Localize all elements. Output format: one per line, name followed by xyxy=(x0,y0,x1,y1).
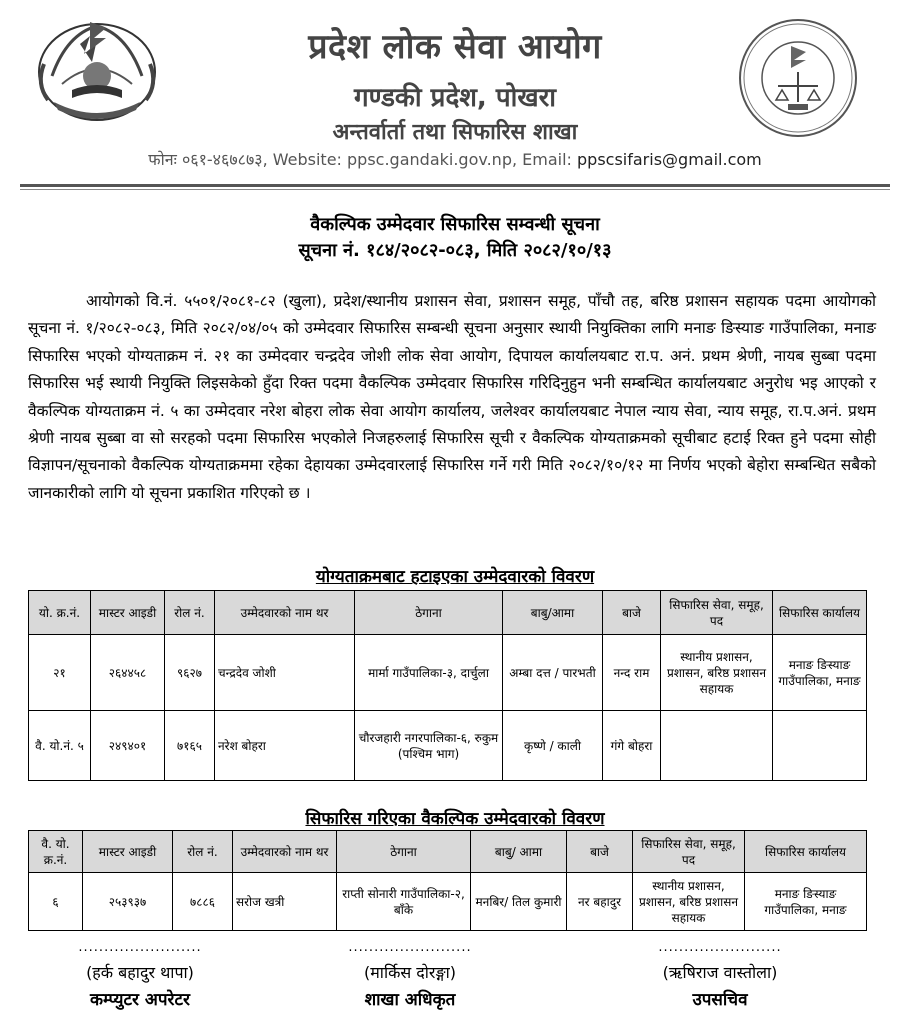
table-cell: कृष्णे / काली xyxy=(503,711,603,781)
signature-block xyxy=(290,940,530,1010)
table-cell: अम्बा दत्त / पारभती xyxy=(503,635,603,711)
column-header: बाजे xyxy=(603,591,661,635)
table-cell: सरोज खत्री xyxy=(233,873,337,931)
column-header: सिफारिस सेवा, समूह, पद xyxy=(633,831,745,873)
signatory-name: (हर्क बहादुर थापा) xyxy=(86,963,194,982)
notice-number: सूचना नं. १८४/२०८२-०८३, मिति २०८२/१०/१३ xyxy=(298,240,612,261)
table-cell xyxy=(661,711,773,781)
signature-line: ........................ xyxy=(78,940,202,955)
table-row xyxy=(29,635,867,711)
table-row xyxy=(29,873,867,931)
table-cell: चौरजहारी नगरपालिका-६, रुकुम (पश्चिम भाग) xyxy=(355,711,503,781)
letterhead xyxy=(0,0,910,178)
org-title: प्रदेश लोक सेवा आयोग xyxy=(308,27,602,67)
table-cell: राप्ती सोनारी गाउँपालिका-२, बाँके xyxy=(337,873,471,931)
column-header: सिफारिस कार्यालय xyxy=(773,591,867,635)
table-cell: २५३९३७ xyxy=(83,873,173,931)
branch-name: अन्तर्वार्ता तथा सिफारिस शाखा xyxy=(332,120,578,145)
table-cell: वै. यो.नं. ५ xyxy=(29,711,91,781)
signature-line: ........................ xyxy=(658,940,782,955)
table-row xyxy=(29,711,867,781)
column-header: सिफारिस कार्यालय xyxy=(745,831,867,873)
column-header: रोल नं. xyxy=(165,591,215,635)
column-header: बाबु/ आमा xyxy=(471,831,567,873)
table-cell: स्थानीय प्रशासन, प्रशासन, बरिष्ठ प्रशासन सहायक xyxy=(661,635,773,711)
table-cell: गंगे बोहरा xyxy=(603,711,661,781)
header-rule xyxy=(20,184,890,187)
column-header: मास्टर आइडी xyxy=(91,591,165,635)
table-cell: चन्द्रदेव जोशी xyxy=(215,635,355,711)
signatory-name: (मार्किस दोरङ्गा) xyxy=(364,963,456,982)
signatory-designation: उपसचिव xyxy=(692,990,748,1010)
notice-body: आयोगको वि.नं. ५५०१/२०८१-८२ (खुला), प्रदेश/स्थानीय प्रशासन सेवा, प्रशासन समूह, पाँचौ तह, बरिष्ठ प्रशासन सहायक पदमा आयोगको सूचना नं. १/२०८२-०८३, मिति २०८२/०४/०५ को उम्मेदवार सिफारिस सम्बन्धी सूचना अनुसार स्थायी नियुक्तिका लागि मनाङ ङिस्याङ गाउँपालिका, मनाङ सिफारिस भएको योग्यताक्रम नं. २१ का उम्मेदवार चन्द्रदेव जोशी लोक सेवा आयोग, दिपायल कार्यालयबाट रा.प. अनं. प्रथम श्रेणी, नायब सुब्बा पदमा सिफारिस भई स्थायी नियुक्ति लिइसकेको हुँदा रिक्त पदमा वैकल्पिक उम्मेदवार सिफारिस गरिदिनुहुन भनी सम्बन्धित कार्यालयबाट अनुरोध भइ आएको र वैकल्पिक योग्यताक्रम नं. ५ का उम्मेदवार नरेश बोहरा लोक सेवा आयोग कार्यालय, जलेश्वर कार्यालयबाट नेपाल न्याय सेवा, न्याय समूह, रा.प.अनं. प्रथम श्रेणी नायब सुब्बा वा सो सरहको पदमा सिफारिस भएकोले निजहरुलाई सिफारिस सूची र वैकल्पिक योग्यताक्रमको सूचीबाट हटाई रिक्त हुने पदमा सोही विज्ञापन/सूचनाको वैकल्पिक योग्यताक्रममा रहेका देहायका उम्मेदवारलाई सिफारिस गर्ने गरी मिति २०८२/१०/१२ मा निर्णय भएको बेहोरा सम्बन्धित सबैको जानकारीको लागि यो सूचना प्रकाशित गरिएको छ । xyxy=(28,292,876,502)
table-cell: ७१६५ xyxy=(165,711,215,781)
signatory-designation: शाखा अधिकृत xyxy=(364,990,456,1010)
contact-line xyxy=(0,148,910,170)
column-header: ठेगाना xyxy=(337,831,471,873)
table-header-row xyxy=(29,591,867,635)
column-header: उम्मेदवारको नाम थर xyxy=(233,831,337,873)
removed-candidates-table xyxy=(28,590,867,781)
table-cell: ७८८६ xyxy=(173,873,233,931)
email-link[interactable]: ppscsifaris@gmail.com xyxy=(577,150,762,169)
table-cell: नर बहादुर xyxy=(567,873,633,931)
header-rule-thin xyxy=(20,189,890,190)
commission-seal-icon xyxy=(736,16,860,140)
table-cell: नरेश बोहरा xyxy=(215,711,355,781)
notice-title: वैकल्पिक उम्मेदवार सिफारिस सम्वन्धी सूचना xyxy=(310,214,600,235)
table-cell: ९६२७ xyxy=(165,635,215,711)
signature-block xyxy=(600,940,840,1010)
column-header: उम्मेदवारको नाम थर xyxy=(215,591,355,635)
column-header: बाबु/आमा xyxy=(503,591,603,635)
org-subtitle: गण्डकी प्रदेश, पोखरा xyxy=(354,83,556,113)
table-cell: मनाङ ङिस्याङ गाउँपालिका, मनाङ xyxy=(773,635,867,711)
column-header: मास्टर आइडी xyxy=(83,831,173,873)
signature-line: ........................ xyxy=(348,940,472,955)
column-header: बाजे xyxy=(567,831,633,873)
column-header: ठेगाना xyxy=(355,591,503,635)
table-header-row xyxy=(29,831,867,873)
table-cell: नन्द राम xyxy=(603,635,661,711)
signature-block xyxy=(20,940,260,1010)
table-cell xyxy=(773,711,867,781)
table-cell: स्थानीय प्रशासन, प्रशासन, बरिष्ठ प्रशासन सहायक xyxy=(633,873,745,931)
table-cell: २६४४५८ xyxy=(91,635,165,711)
table-cell: मनाङ ङिस्याङ गाउँपालिका, मनाङ xyxy=(745,873,867,931)
column-header: सिफारिस सेवा, समूह, पद xyxy=(661,591,773,635)
table-cell: मनबिर/ तिल कुमारी xyxy=(471,873,567,931)
table-cell: २४९४०१ xyxy=(91,711,165,781)
table-cell: ६ xyxy=(29,873,83,931)
contact-details: फोनः ०६१-४६७८७३, Website: ppsc.gandaki.gov.np, Email: xyxy=(148,150,578,169)
signatory-name: (ऋषिराज वास्तोला) xyxy=(662,963,778,982)
recommended-candidates-table xyxy=(28,830,867,931)
column-header: वै. यो. क्र.नं. xyxy=(29,831,83,873)
column-header: रोल नं. xyxy=(173,831,233,873)
removed-candidates-title: योग्यताक्रमबाट हटाइएका उम्मेदवारको विवरण xyxy=(315,567,595,587)
column-header: यो. क्र.नं. xyxy=(29,591,91,635)
table-cell: २१ xyxy=(29,635,91,711)
table-cell: मार्मा गाउँपालिका-३, दार्चुला xyxy=(355,635,503,711)
signatory-designation: कम्प्युटर अपरेटर xyxy=(89,990,190,1010)
recommended-candidates-title: सिफारिस गरिएका वैकल्पिक उम्मेदवारको विवरण xyxy=(305,809,605,829)
